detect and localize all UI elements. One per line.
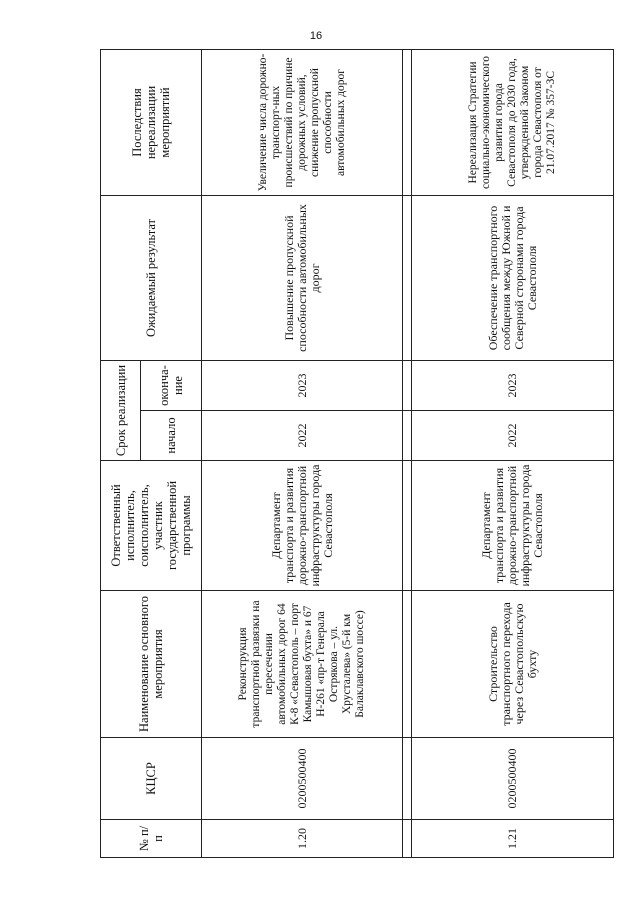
header-result: Ожидаемый результат xyxy=(101,195,202,360)
cell-start: 2022 xyxy=(201,411,403,461)
header-term: Срок реализации xyxy=(101,360,141,460)
separator-row xyxy=(403,49,412,857)
header-row xyxy=(101,49,141,857)
cell-responsible: Департамент транспорта и развития дорожно-транспортной инфраструктуры города Севастополя xyxy=(412,461,614,591)
cell-responsible: Департамент транспорта и развития дорожно-транспортной инфраструктуры города Севастополя xyxy=(201,461,403,591)
measures-table xyxy=(100,49,614,858)
header-start: начало xyxy=(141,411,201,461)
table-row xyxy=(201,49,403,857)
cell-num: 1.21 xyxy=(412,820,614,858)
table-row xyxy=(412,49,614,857)
header-kcsr: КЦСР xyxy=(101,738,202,820)
cell-consequences: Увеличение числа дорожно-транспорт-ных происшествий по причине дорожных условий, снижение пропускной способности автомобильных дорог xyxy=(201,49,403,195)
cell-start: 2022 xyxy=(412,411,614,461)
cell-consequences: Нереализация Стратегии социально-экономического развития города Севастополя до 2030 года, утвержденной Законом города Севастополя от 21.07.2017 № 357-ЗС xyxy=(412,49,614,195)
cell-end: 2023 xyxy=(412,360,614,410)
cell-name: Реконструкция транспортной развязки на пересечении автомобильных дорог 64 К-8 «Севастополь – порт Камышовая бухта» и 67 Н-261 «пр-т Генерала Острякова – ул. Хрусталева» (5-й км Балаклавского шоссе) xyxy=(201,591,403,738)
cell-result: Повышение пропускной способности автомобильных дорог xyxy=(201,195,403,360)
cell-end: 2023 xyxy=(201,360,403,410)
rotated-table-container xyxy=(100,50,614,858)
cell-kcsr: 0200500400 xyxy=(412,738,614,820)
header-consequences: Последствия нереализации мероприятий xyxy=(101,49,202,195)
cell-kcsr: 0200500400 xyxy=(201,738,403,820)
header-end: оконча-ние xyxy=(141,360,201,410)
header-responsible: Ответственный исполнитель, соисполнитель, участник государственной программы xyxy=(101,461,202,591)
page-number: 16 xyxy=(309,30,323,42)
cell-num: 1.20 xyxy=(201,820,403,858)
header-name: Наименование основного мероприятия xyxy=(101,591,202,738)
header-num: № п/п xyxy=(101,820,202,858)
cell-name: Строительство транспортного перехода через Севастопольскую бухту xyxy=(412,591,614,738)
cell-result: Обеспечение транспортного сообщения между Южной и Северной сторонами города Севастополя xyxy=(412,195,614,360)
